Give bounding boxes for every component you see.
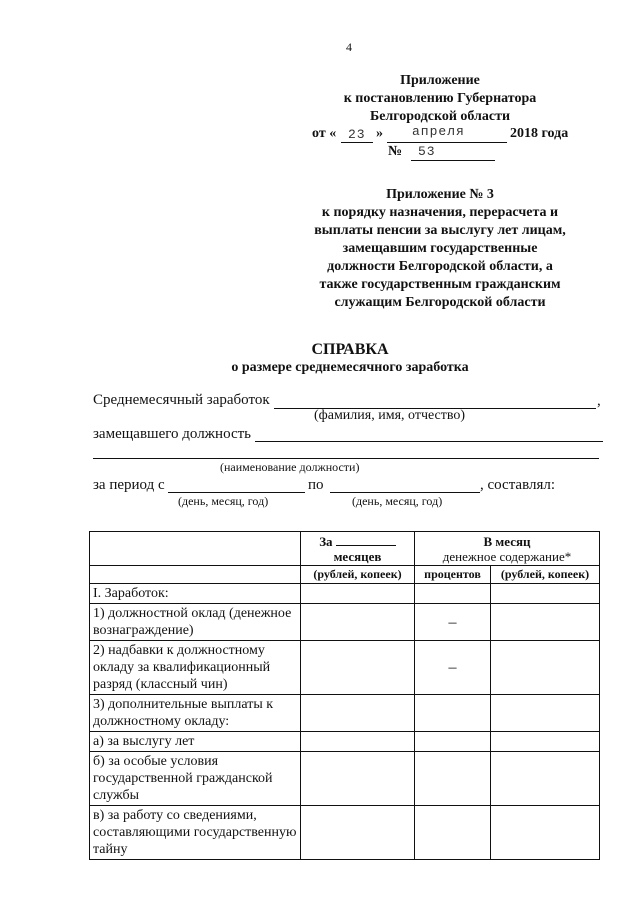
day-underline xyxy=(341,142,373,143)
number-underline xyxy=(411,160,495,161)
dash-cell: – xyxy=(415,641,491,695)
appendix-block xyxy=(300,186,580,312)
approval-line-2: к постановлению Губернатора xyxy=(343,91,537,106)
unit-rub-2: (рублей, копеек) xyxy=(491,566,600,584)
fio-caption: (фамилия, имя, отчество) xyxy=(314,408,466,423)
appendix-title: Приложение № 3 xyxy=(386,187,494,202)
amounted-label: , составлял: xyxy=(480,477,556,493)
unit-rub-1: (рублей, копеек) xyxy=(301,566,415,584)
approval-number: 53 xyxy=(418,144,436,159)
header-month-line-2: денежное содержание* xyxy=(442,548,572,564)
period-to-label: по xyxy=(308,477,324,493)
row-special-conditions: б) за особые условия государственной гражданской службы xyxy=(90,752,301,806)
header-month-cell xyxy=(415,532,600,566)
approval-quote-close: » xyxy=(376,126,383,141)
unit-percent: процентов xyxy=(415,566,491,584)
certificate-subtitle: о размере среднемесячного заработка xyxy=(231,360,469,375)
row-earnings: I. Заработок: xyxy=(90,584,301,604)
approval-line-3: Белгородской области xyxy=(369,109,511,124)
dash-cell: – xyxy=(415,604,491,641)
header-months xyxy=(90,532,301,566)
header-months-suffix: месяцев xyxy=(333,548,382,564)
cell[interactable] xyxy=(415,806,491,860)
appendix-line-5: также государственным гражданским xyxy=(319,277,561,292)
approval-from-prefix: от « xyxy=(312,126,337,141)
fio-comma: , xyxy=(597,393,601,409)
cell[interactable] xyxy=(491,806,600,860)
certificate-title: СПРАВКА xyxy=(311,341,389,358)
date-caption-to: (день, месяц, год) xyxy=(352,494,443,508)
appendix-line-1: к порядку назначения, перерасчета и xyxy=(321,205,559,220)
cell[interactable] xyxy=(491,752,600,806)
avg-earnings-label: Среднемесячный заработок xyxy=(93,392,270,408)
earnings-table xyxy=(89,531,600,860)
cell[interactable] xyxy=(301,732,415,752)
row-length-of-service: а) за выслугу лет xyxy=(90,732,301,752)
cell[interactable] xyxy=(301,604,415,641)
month-underline xyxy=(387,142,507,143)
unit-empty xyxy=(90,566,301,584)
cell[interactable] xyxy=(301,584,415,604)
approval-year: 2018 года xyxy=(510,126,569,141)
months-count-field[interactable] xyxy=(336,535,396,546)
cell[interactable] xyxy=(415,732,491,752)
appendix-line-3: замещавшим государственные xyxy=(342,241,538,256)
page-number: 4 xyxy=(346,40,352,54)
header-months-cell xyxy=(301,532,415,566)
period-to-field[interactable] xyxy=(330,492,480,493)
cell[interactable] xyxy=(491,584,600,604)
position-label: замещавшего должность xyxy=(93,426,251,442)
cell[interactable] xyxy=(301,641,415,695)
cell[interactable] xyxy=(415,752,491,806)
date-caption-from: (день, месяц, год) xyxy=(178,494,269,508)
approval-header xyxy=(330,72,550,126)
approval-month: апреля xyxy=(412,124,465,139)
row-additional-payments: 3) дополнительные выплаты к должностному окладу: xyxy=(90,695,301,732)
cell[interactable] xyxy=(415,584,491,604)
row-salary: 1) должностной оклад (денежное вознаграждение) xyxy=(90,604,301,641)
position-field[interactable] xyxy=(255,441,603,442)
cell[interactable] xyxy=(415,695,491,732)
appendix-line-6: служащим Белгородской области xyxy=(334,295,546,310)
approval-line-1: Приложение xyxy=(400,73,480,88)
cell[interactable] xyxy=(301,752,415,806)
position-field-line-2[interactable] xyxy=(93,458,599,459)
approval-day: 23 xyxy=(348,127,366,142)
row-rank-bonus: 2) надбавки к должностному окладу за квалификационный разряд (классный чин) xyxy=(90,641,301,695)
row-state-secret: в) за работу со сведениями, составляющими государственную тайну xyxy=(90,806,301,860)
appendix-line-2: выплаты пенсии за выслугу лет лицам, xyxy=(314,223,566,238)
header-months-prefix: За xyxy=(319,533,333,549)
cell[interactable] xyxy=(301,806,415,860)
appendix-line-4: должности Белгородской области, а xyxy=(327,259,553,274)
cell[interactable] xyxy=(491,695,600,732)
cell[interactable] xyxy=(491,604,600,641)
cell[interactable] xyxy=(491,732,600,752)
header-month-line-1: В месяц xyxy=(483,533,531,549)
period-from-field[interactable] xyxy=(168,492,305,493)
position-caption: (наименование должности) xyxy=(220,460,360,474)
cell[interactable] xyxy=(301,695,415,732)
period-from-label: за период с xyxy=(93,477,165,493)
cell[interactable] xyxy=(491,641,600,695)
approval-number-prefix: № xyxy=(388,144,403,159)
